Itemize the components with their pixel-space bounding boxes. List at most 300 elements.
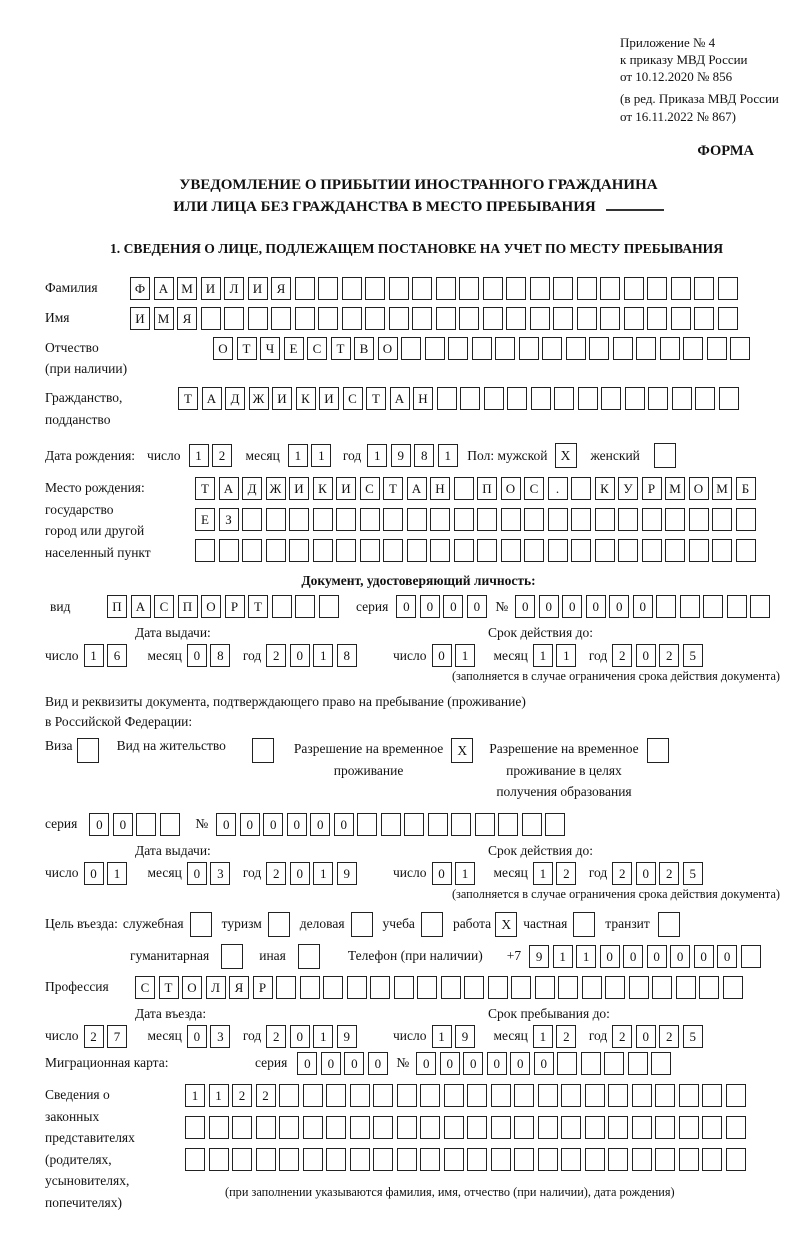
cell[interactable]: Л bbox=[224, 277, 244, 300]
cell[interactable] bbox=[707, 337, 727, 360]
cell[interactable] bbox=[389, 277, 409, 300]
cell[interactable] bbox=[699, 976, 719, 999]
cell[interactable]: А bbox=[407, 477, 427, 500]
surname-cells[interactable] bbox=[130, 277, 741, 300]
cell[interactable] bbox=[491, 1148, 511, 1171]
id-doc-issue-day-cells[interactable] bbox=[84, 644, 131, 667]
cell[interactable] bbox=[545, 813, 565, 836]
migration-card-number-cells[interactable] bbox=[416, 1052, 675, 1075]
cell[interactable]: 1 bbox=[313, 1025, 333, 1048]
cell[interactable]: 8 bbox=[210, 644, 230, 667]
cell[interactable] bbox=[689, 539, 709, 562]
cell[interactable] bbox=[578, 387, 598, 410]
cell[interactable] bbox=[618, 539, 638, 562]
cell[interactable]: 0 bbox=[187, 644, 207, 667]
cell[interactable] bbox=[585, 1084, 605, 1107]
birth-day-cells[interactable] bbox=[189, 444, 236, 467]
cell[interactable] bbox=[350, 1084, 370, 1107]
birth-place-country-cells[interactable] bbox=[195, 477, 759, 500]
cell[interactable]: 2 bbox=[232, 1084, 252, 1107]
cell[interactable] bbox=[279, 1084, 299, 1107]
cell[interactable]: Т bbox=[178, 387, 198, 410]
cell[interactable]: 0 bbox=[334, 813, 354, 836]
res-doc-issue-year-cells[interactable] bbox=[266, 862, 360, 885]
cell[interactable]: 0 bbox=[694, 945, 714, 968]
cell[interactable] bbox=[373, 1084, 393, 1107]
representatives-row2-cells[interactable] bbox=[185, 1116, 749, 1139]
cell[interactable] bbox=[342, 307, 362, 330]
purpose-tourism-checkbox[interactable] bbox=[268, 912, 290, 937]
cell[interactable] bbox=[272, 595, 292, 618]
cell[interactable]: 0 bbox=[670, 945, 690, 968]
cell[interactable]: 0 bbox=[416, 1052, 436, 1075]
cell[interactable]: П bbox=[107, 595, 127, 618]
cell[interactable] bbox=[530, 277, 550, 300]
cell[interactable] bbox=[561, 1148, 581, 1171]
cell[interactable] bbox=[604, 1052, 624, 1075]
cell[interactable] bbox=[459, 307, 479, 330]
cell[interactable] bbox=[498, 813, 518, 836]
cell[interactable] bbox=[460, 387, 480, 410]
cell[interactable] bbox=[538, 1148, 558, 1171]
cell[interactable] bbox=[695, 387, 715, 410]
cell[interactable] bbox=[300, 976, 320, 999]
cell[interactable]: 9 bbox=[391, 444, 411, 467]
cell[interactable]: П bbox=[477, 477, 497, 500]
cell[interactable] bbox=[495, 337, 515, 360]
representatives-row3-cells[interactable] bbox=[185, 1148, 749, 1171]
cell[interactable]: 1 bbox=[533, 862, 553, 885]
cell[interactable] bbox=[548, 539, 568, 562]
cell[interactable] bbox=[242, 508, 262, 531]
cell[interactable] bbox=[336, 539, 356, 562]
cell[interactable] bbox=[671, 277, 691, 300]
cell[interactable]: Я bbox=[271, 277, 291, 300]
cell[interactable]: 1 bbox=[455, 644, 475, 667]
cell[interactable]: 9 bbox=[529, 945, 549, 968]
cell[interactable] bbox=[313, 539, 333, 562]
cell[interactable]: 2 bbox=[266, 1025, 286, 1048]
cell[interactable]: 5 bbox=[683, 1025, 703, 1048]
cell[interactable] bbox=[303, 1084, 323, 1107]
cell[interactable]: 1 bbox=[533, 1025, 553, 1048]
cell[interactable] bbox=[557, 1052, 577, 1075]
cell[interactable]: 0 bbox=[717, 945, 737, 968]
cell[interactable]: . bbox=[548, 477, 568, 500]
cell[interactable] bbox=[514, 1084, 534, 1107]
cell[interactable] bbox=[680, 595, 700, 618]
id-doc-kind-cells[interactable] bbox=[107, 595, 342, 618]
cell[interactable]: 0 bbox=[510, 1052, 530, 1075]
cell[interactable]: М bbox=[154, 307, 174, 330]
entry-year-cells[interactable] bbox=[266, 1025, 360, 1048]
cell[interactable]: Е bbox=[284, 337, 304, 360]
cell[interactable] bbox=[736, 508, 756, 531]
cell[interactable] bbox=[219, 539, 239, 562]
cell[interactable] bbox=[425, 337, 445, 360]
cell[interactable] bbox=[730, 337, 750, 360]
cell[interactable] bbox=[632, 1148, 652, 1171]
cell[interactable]: 1 bbox=[432, 1025, 452, 1048]
cell[interactable] bbox=[357, 813, 377, 836]
purpose-official-checkbox[interactable] bbox=[190, 912, 212, 937]
cell[interactable] bbox=[242, 539, 262, 562]
citizenship-cells[interactable] bbox=[178, 387, 742, 410]
cell[interactable] bbox=[477, 508, 497, 531]
cell[interactable] bbox=[577, 307, 597, 330]
cell[interactable]: З bbox=[219, 508, 239, 531]
cell[interactable] bbox=[530, 307, 550, 330]
cell[interactable] bbox=[553, 277, 573, 300]
cell[interactable]: 2 bbox=[266, 644, 286, 667]
cell[interactable]: 2 bbox=[659, 644, 679, 667]
cell[interactable]: 0 bbox=[368, 1052, 388, 1075]
id-doc-valid-day-cells[interactable] bbox=[432, 644, 479, 667]
birth-place-extra-cells[interactable] bbox=[195, 539, 759, 562]
cell[interactable]: У bbox=[618, 477, 638, 500]
patronymic-cells[interactable] bbox=[213, 337, 754, 360]
cell[interactable]: Т bbox=[366, 387, 386, 410]
cell[interactable]: К bbox=[595, 477, 615, 500]
cell[interactable]: С bbox=[307, 337, 327, 360]
cell[interactable] bbox=[561, 1084, 581, 1107]
cell[interactable] bbox=[256, 1116, 276, 1139]
phone-cells[interactable] bbox=[529, 945, 764, 968]
cell[interactable]: В bbox=[354, 337, 374, 360]
cell[interactable] bbox=[571, 508, 591, 531]
cell[interactable] bbox=[712, 508, 732, 531]
id-doc-valid-month-cells[interactable] bbox=[533, 644, 580, 667]
cell[interactable] bbox=[289, 539, 309, 562]
migration-card-series-cells[interactable] bbox=[297, 1052, 391, 1075]
cell[interactable] bbox=[209, 1148, 229, 1171]
purpose-work-checkbox[interactable]: X bbox=[495, 912, 517, 937]
cell[interactable]: Л bbox=[206, 976, 226, 999]
cell[interactable] bbox=[397, 1084, 417, 1107]
temp-residence-checkbox[interactable]: X bbox=[451, 738, 473, 763]
cell[interactable] bbox=[632, 1084, 652, 1107]
cell[interactable]: 0 bbox=[287, 813, 307, 836]
cell[interactable] bbox=[412, 307, 432, 330]
cell[interactable] bbox=[136, 813, 156, 836]
cell[interactable]: П bbox=[178, 595, 198, 618]
cell[interactable]: 0 bbox=[113, 813, 133, 836]
cell[interactable]: Т bbox=[383, 477, 403, 500]
cell[interactable]: О bbox=[182, 976, 202, 999]
cell[interactable] bbox=[558, 976, 578, 999]
cell[interactable]: Ж bbox=[266, 477, 286, 500]
cell[interactable] bbox=[488, 976, 508, 999]
cell[interactable] bbox=[266, 539, 286, 562]
cell[interactable]: 0 bbox=[515, 595, 535, 618]
cell[interactable] bbox=[642, 508, 662, 531]
cell[interactable] bbox=[660, 337, 680, 360]
cell[interactable]: Д bbox=[225, 387, 245, 410]
cell[interactable] bbox=[719, 387, 739, 410]
cell[interactable] bbox=[506, 307, 526, 330]
cell[interactable] bbox=[295, 307, 315, 330]
cell[interactable]: 0 bbox=[586, 595, 606, 618]
name-cells[interactable] bbox=[130, 307, 741, 330]
cell[interactable] bbox=[712, 539, 732, 562]
cell[interactable]: 0 bbox=[290, 644, 310, 667]
cell[interactable] bbox=[350, 1116, 370, 1139]
cell[interactable] bbox=[295, 595, 315, 618]
cell[interactable] bbox=[483, 307, 503, 330]
cell[interactable]: 0 bbox=[187, 862, 207, 885]
cell[interactable] bbox=[336, 508, 356, 531]
cell[interactable] bbox=[350, 1148, 370, 1171]
cell[interactable] bbox=[201, 307, 221, 330]
cell[interactable]: 2 bbox=[612, 644, 632, 667]
cell[interactable]: 0 bbox=[633, 595, 653, 618]
cell[interactable]: 2 bbox=[659, 1025, 679, 1048]
cell[interactable]: И bbox=[289, 477, 309, 500]
cell[interactable] bbox=[467, 1148, 487, 1171]
profession-cells[interactable] bbox=[135, 976, 746, 999]
cell[interactable] bbox=[624, 307, 644, 330]
cell[interactable] bbox=[491, 1116, 511, 1139]
cell[interactable]: 1 bbox=[313, 644, 333, 667]
cell[interactable] bbox=[665, 539, 685, 562]
cell[interactable]: 3 bbox=[210, 1025, 230, 1048]
cell[interactable] bbox=[209, 1116, 229, 1139]
cell[interactable]: О bbox=[378, 337, 398, 360]
cell[interactable]: 0 bbox=[187, 1025, 207, 1048]
cell[interactable]: 1 bbox=[438, 444, 458, 467]
cell[interactable]: И bbox=[248, 277, 268, 300]
cell[interactable]: И bbox=[272, 387, 292, 410]
cell[interactable]: 1 bbox=[455, 862, 475, 885]
cell[interactable] bbox=[561, 1116, 581, 1139]
cell[interactable]: 0 bbox=[344, 1052, 364, 1075]
cell[interactable] bbox=[232, 1116, 252, 1139]
cell[interactable] bbox=[441, 976, 461, 999]
birth-month-cells[interactable] bbox=[288, 444, 335, 467]
cell[interactable] bbox=[651, 1052, 671, 1075]
cell[interactable] bbox=[454, 477, 474, 500]
cell[interactable]: О bbox=[501, 477, 521, 500]
cell[interactable] bbox=[501, 508, 521, 531]
cell[interactable]: 0 bbox=[240, 813, 260, 836]
cell[interactable] bbox=[185, 1148, 205, 1171]
cell[interactable] bbox=[347, 976, 367, 999]
cell[interactable] bbox=[373, 1148, 393, 1171]
cell[interactable] bbox=[613, 337, 633, 360]
cell[interactable] bbox=[271, 307, 291, 330]
cell[interactable]: 0 bbox=[600, 945, 620, 968]
purpose-study-checkbox[interactable] bbox=[421, 912, 443, 937]
cell[interactable] bbox=[608, 1148, 628, 1171]
birth-place-city-cells[interactable] bbox=[195, 508, 759, 531]
cell[interactable] bbox=[655, 1084, 675, 1107]
cell[interactable] bbox=[582, 976, 602, 999]
cell[interactable] bbox=[741, 945, 761, 968]
cell[interactable] bbox=[726, 1148, 746, 1171]
cell[interactable] bbox=[535, 976, 555, 999]
cell[interactable]: Б bbox=[736, 477, 756, 500]
cell[interactable]: И bbox=[319, 387, 339, 410]
cell[interactable] bbox=[581, 1052, 601, 1075]
cell[interactable] bbox=[601, 387, 621, 410]
cell[interactable] bbox=[585, 1116, 605, 1139]
cell[interactable]: К bbox=[296, 387, 316, 410]
cell[interactable] bbox=[428, 813, 448, 836]
cell[interactable] bbox=[295, 277, 315, 300]
id-doc-issue-year-cells[interactable] bbox=[266, 644, 360, 667]
cell[interactable] bbox=[718, 277, 738, 300]
cell[interactable]: 2 bbox=[256, 1084, 276, 1107]
cell[interactable] bbox=[232, 1148, 252, 1171]
cell[interactable]: С bbox=[524, 477, 544, 500]
cell[interactable] bbox=[694, 307, 714, 330]
cell[interactable]: 2 bbox=[612, 1025, 632, 1048]
cell[interactable] bbox=[451, 813, 471, 836]
cell[interactable] bbox=[475, 813, 495, 836]
cell[interactable]: С bbox=[135, 976, 155, 999]
cell[interactable]: О bbox=[201, 595, 221, 618]
cell[interactable] bbox=[397, 1148, 417, 1171]
cell[interactable] bbox=[702, 1116, 722, 1139]
sex-male-checkbox[interactable]: X bbox=[555, 443, 577, 468]
cell[interactable]: 2 bbox=[212, 444, 232, 467]
cell[interactable] bbox=[702, 1084, 722, 1107]
cell[interactable] bbox=[360, 508, 380, 531]
cell[interactable]: С bbox=[343, 387, 363, 410]
res-doc-valid-month-cells[interactable] bbox=[533, 862, 580, 885]
cell[interactable] bbox=[430, 539, 450, 562]
cell[interactable] bbox=[507, 387, 527, 410]
cell[interactable] bbox=[600, 277, 620, 300]
cell[interactable] bbox=[326, 1148, 346, 1171]
cell[interactable] bbox=[444, 1148, 464, 1171]
cell[interactable]: С bbox=[360, 477, 380, 500]
cell[interactable]: И bbox=[130, 307, 150, 330]
cell[interactable] bbox=[318, 307, 338, 330]
cell[interactable]: 1 bbox=[367, 444, 387, 467]
cell[interactable]: 0 bbox=[487, 1052, 507, 1075]
res-doc-series-cells[interactable] bbox=[89, 813, 183, 836]
cell[interactable] bbox=[538, 1116, 558, 1139]
cell[interactable] bbox=[323, 976, 343, 999]
cell[interactable]: 5 bbox=[683, 644, 703, 667]
sex-female-checkbox[interactable] bbox=[654, 443, 676, 468]
cell[interactable] bbox=[437, 387, 457, 410]
stay-day-cells[interactable] bbox=[432, 1025, 479, 1048]
cell[interactable] bbox=[571, 477, 591, 500]
cell[interactable]: 3 bbox=[210, 862, 230, 885]
cell[interactable]: Д bbox=[242, 477, 262, 500]
cell[interactable]: 0 bbox=[290, 1025, 310, 1048]
cell[interactable] bbox=[224, 307, 244, 330]
cell[interactable] bbox=[519, 337, 539, 360]
cell[interactable]: 1 bbox=[84, 644, 104, 667]
cell[interactable] bbox=[401, 337, 421, 360]
cell[interactable]: 6 bbox=[107, 644, 127, 667]
cell[interactable]: 0 bbox=[636, 1025, 656, 1048]
cell[interactable] bbox=[160, 813, 180, 836]
cell[interactable]: 1 bbox=[107, 862, 127, 885]
cell[interactable] bbox=[484, 387, 504, 410]
cell[interactable] bbox=[319, 595, 339, 618]
cell[interactable] bbox=[672, 387, 692, 410]
cell[interactable]: 0 bbox=[89, 813, 109, 836]
id-doc-series-cells[interactable] bbox=[396, 595, 490, 618]
cell[interactable]: М bbox=[177, 277, 197, 300]
cell[interactable] bbox=[389, 307, 409, 330]
cell[interactable]: А bbox=[390, 387, 410, 410]
cell[interactable]: 9 bbox=[337, 1025, 357, 1048]
cell[interactable] bbox=[642, 539, 662, 562]
cell[interactable]: И bbox=[336, 477, 356, 500]
stay-month-cells[interactable] bbox=[533, 1025, 580, 1048]
cell[interactable] bbox=[608, 1084, 628, 1107]
cell[interactable] bbox=[467, 1116, 487, 1139]
cell[interactable]: 1 bbox=[189, 444, 209, 467]
cell[interactable] bbox=[430, 508, 450, 531]
cell[interactable]: Р bbox=[642, 477, 662, 500]
cell[interactable] bbox=[266, 508, 286, 531]
cell[interactable]: 0 bbox=[443, 595, 463, 618]
cell[interactable] bbox=[342, 277, 362, 300]
cell[interactable] bbox=[524, 539, 544, 562]
cell[interactable]: 1 bbox=[209, 1084, 229, 1107]
cell[interactable]: 7 bbox=[107, 1025, 127, 1048]
cell[interactable]: Р bbox=[225, 595, 245, 618]
cell[interactable]: Т bbox=[195, 477, 215, 500]
cell[interactable] bbox=[472, 337, 492, 360]
purpose-business-checkbox[interactable] bbox=[351, 912, 373, 937]
cell[interactable] bbox=[585, 1148, 605, 1171]
cell[interactable]: А bbox=[202, 387, 222, 410]
cell[interactable]: 1 bbox=[556, 644, 576, 667]
cell[interactable]: Н bbox=[430, 477, 450, 500]
cell[interactable]: 0 bbox=[539, 595, 559, 618]
entry-day-cells[interactable] bbox=[84, 1025, 131, 1048]
cell[interactable]: О bbox=[213, 337, 233, 360]
cell[interactable] bbox=[514, 1116, 534, 1139]
cell[interactable] bbox=[195, 539, 215, 562]
cell[interactable] bbox=[326, 1084, 346, 1107]
cell[interactable]: Я bbox=[229, 976, 249, 999]
cell[interactable] bbox=[600, 307, 620, 330]
cell[interactable] bbox=[407, 508, 427, 531]
cell[interactable] bbox=[679, 1084, 699, 1107]
cell[interactable] bbox=[381, 813, 401, 836]
cell[interactable] bbox=[279, 1116, 299, 1139]
cell[interactable] bbox=[417, 976, 437, 999]
cell[interactable] bbox=[577, 277, 597, 300]
cell[interactable] bbox=[726, 1116, 746, 1139]
cell[interactable]: 0 bbox=[463, 1052, 483, 1075]
cell[interactable] bbox=[436, 277, 456, 300]
cell[interactable]: 0 bbox=[440, 1052, 460, 1075]
cell[interactable] bbox=[501, 539, 521, 562]
cell[interactable] bbox=[318, 277, 338, 300]
id-doc-valid-year-cells[interactable] bbox=[612, 644, 706, 667]
visa-checkbox[interactable] bbox=[77, 738, 99, 763]
cell[interactable] bbox=[477, 539, 497, 562]
cell[interactable]: 0 bbox=[534, 1052, 554, 1075]
cell[interactable]: Т bbox=[248, 595, 268, 618]
cell[interactable] bbox=[636, 337, 656, 360]
cell[interactable] bbox=[404, 813, 424, 836]
cell[interactable] bbox=[656, 595, 676, 618]
cell[interactable]: 5 bbox=[683, 862, 703, 885]
cell[interactable]: 0 bbox=[396, 595, 416, 618]
cell[interactable]: Ф bbox=[130, 277, 150, 300]
cell[interactable]: Р bbox=[253, 976, 273, 999]
